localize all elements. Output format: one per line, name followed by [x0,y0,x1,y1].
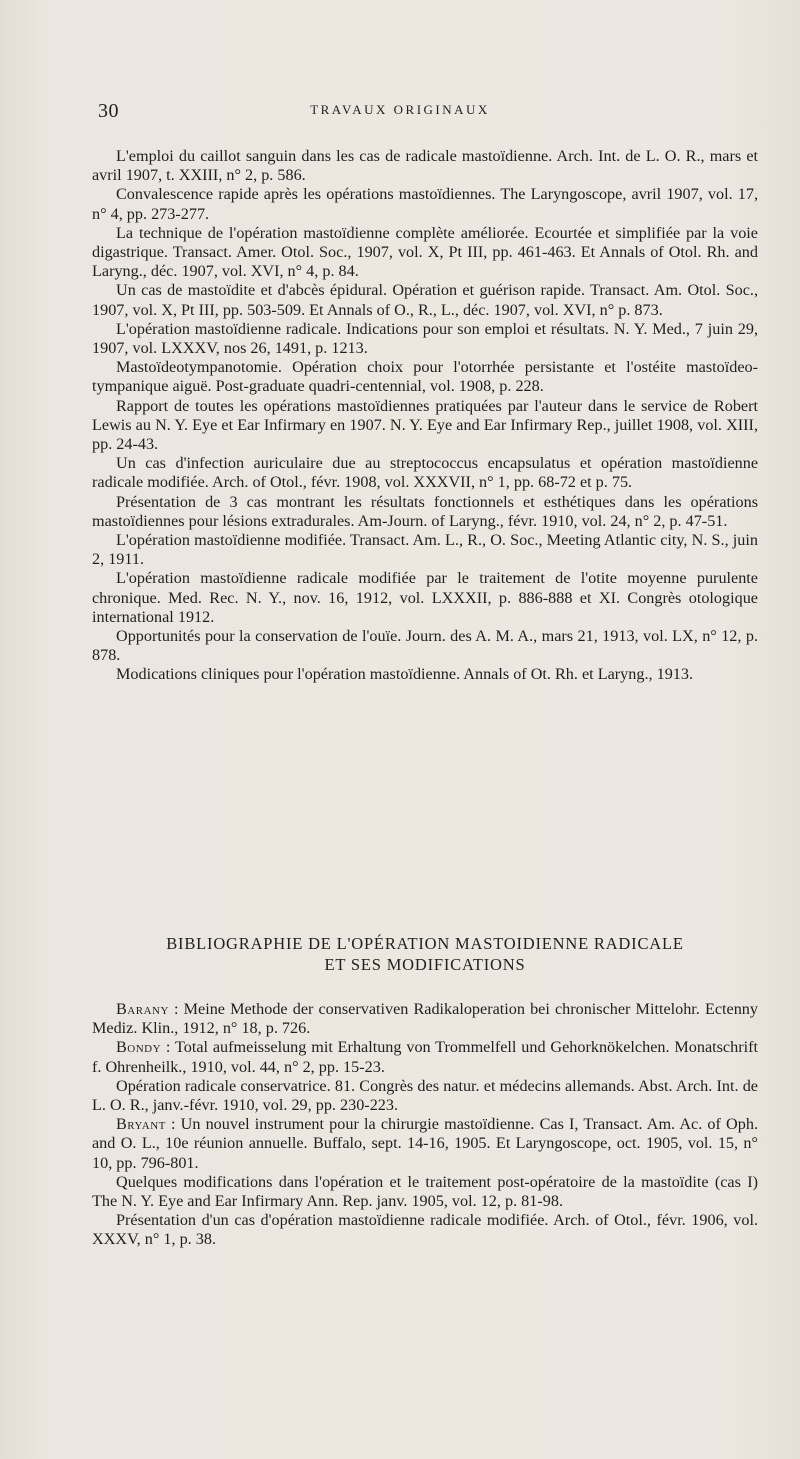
section-title-line-1: BIBLIOGRAPHIE DE L'OPÉRATION MASTOIDIENNE RADICALE [166,934,684,953]
list-item: Un cas d'infection auriculaire due au streptococcus encapsulatus et opération mastoïdienne radicale modifiée. Arch. of Otol., févr. 1908, vol. XXXVII, n° 1, pp. 68-72 et p. 75. [92,454,758,492]
bibliography-entry [92,1000,758,1038]
list-item: Présentation de 3 cas montrant les résultats fonctionnels et esthétiques dans les opérations mastoïdiennes pour lésions extradurales. Am-Journ. of Laryng., févr. 1910, vol. 24, n° 2, p. 47-51. [92,492,758,530]
list-item: Modications cliniques pour l'opération mastoïdienne. Annals of Ot. Rh. et Laryng., 1913. [116,665,694,684]
list-item: L'opération mastoïdienne radicale modifiée par le traitement de l'otite moyenne purulente chronique. Med. Rec. N. Y., nov. 16, 1912, vol. LXXXII, p. 886-888 et XI. Congrès otologique international 1912. [92,569,758,626]
list-item: Convalescence rapide après les opérations mastoïdiennes. The Laryngoscope, avril 1907, vol. 17, n° 4, pp. 273-277. [92,185,758,223]
list-item: Rapport de toutes les opérations mastoïdiennes pratiquées par l'auteur dans le service de Robert Lewis au N. Y. Eye et Ear Infirmary en 1907. N. Y. Eye and Ear Infirmary Rep., juillet 1908, vol. XIII, pp. 24-43. [92,396,758,454]
list-item: Un cas de mastoïdite et d'abcès épidural. Opération et guérison rapide. Transact. Am. Otol. Soc., 1907, vol. X, Pt III, pp. 503-509. Et Annals of O., R., L., déc. 1907, vol. XVI, n° p. 873. [92,281,758,319]
section-title-line-2: ET SES MODIFICATIONS [324,955,526,974]
entry-text: : Total aufmeisselung mit Erhaltung von Trommelfell und Gehorknökelchen. Monatschrift f. Ohrenheilk., 1910, vol. 44, n° 2, pp. 15-23. [92,1038,758,1076]
list-item: Mastoïdeotympanotomie. Opération choix pour l'otorrhée persistante et l'ostéite mastoïdeo-tympanique aiguë. Post-graduate quadri-centennial, vol. 1908, p. 228. [92,358,758,396]
entry-text: Quelques modifications dans l'opération et le traitement post-opératoire de la mastoïdite (cas I) The N. Y. Eye and Ear Infirmary Ann. Rep. janv. 1905, vol. 12, p. 81-98. [92,1172,758,1211]
entry-text: : Un nouvel instrument pour la chirurgie mastoïdienne. Cas I, Transact. Am. Ac. of Oph. and O. L., 10e réunion annuelle. Buffalo, sept. 14-16, 1905. Et Laryngoscope, oct. 1905, vol. 15, n° 10, pp. 796-801. [92,1115,758,1172]
entries-top [92,147,758,685]
page-number: 30 [98,100,119,122]
bibliography-entry [92,1115,758,1173]
list-item: La technique de l'opération mastoïdienne complète améliorée. Ecourtée et simplifiée par la voie digastrique. Transact. Amer. Otol. Soc., 1907, vol. X, Pt III, pp. 461-463. Et Annals of Otol. Rh. and Laryng., déc. 1907, vol. XVI, n° 4, p. 84. [92,223,758,281]
author-name: Bondy [116,1038,162,1057]
author-name: Barany [116,1000,169,1018]
list-item: L'opération mastoïdienne modifiée. Transact. Am. L., R., O. Soc., Meeting Atlantic city, N. S., juin 2, 1911. [92,531,758,569]
list-item: L'opération mastoïdienne radicale. Indications pour son emploi et résultats. N. Y. Med., 7 juin 29, 1907, vol. LXXXV, nos 26, 1491, p. 1213. [92,319,758,358]
list-item: L'emploi du caillot sanguin dans les cas de radicale mastoïdienne. Arch. Int. de L. O. R., mars et avril 1907, t. XXIII, n° 2, p. 586. [92,147,758,185]
entry-text: Présentation d'un cas d'opération mastoïdienne radicale modifiée. Arch. of Otol., févr. 1906, vol. XXXV, n° 1, p. 38. [92,1211,758,1249]
bibliography-entry [92,1173,758,1211]
entries-bottom [92,1000,758,1250]
running-title: TRAVAUX ORIGINAUX [310,102,490,117]
entry-text: : Meine Methode der conservativen Radikaloperation bei chronischer Mittelohr. Ectenny Mediz. Klin., 1912, n° 18, p. 726. [92,1000,758,1038]
bibliography-entry [92,1211,758,1249]
bibliography-entry [92,1077,758,1115]
entry-text: Opération radicale conservatrice. 81. Congrès des natur. et médecins allemands. Abst. Arch. Int. de L. O. R., janv.-févr. 1910, vol. 29, pp. 230-223. [92,1076,758,1115]
author-name: Bryant [116,1115,166,1134]
section-heading [92,933,758,975]
list-item: Opportunités pour la conservation de l'ouïe. Journ. des A. M. A., mars 21, 1913, vol. LX, n° 12, p. 878. [92,627,758,665]
bibliography-entry [92,1038,758,1076]
